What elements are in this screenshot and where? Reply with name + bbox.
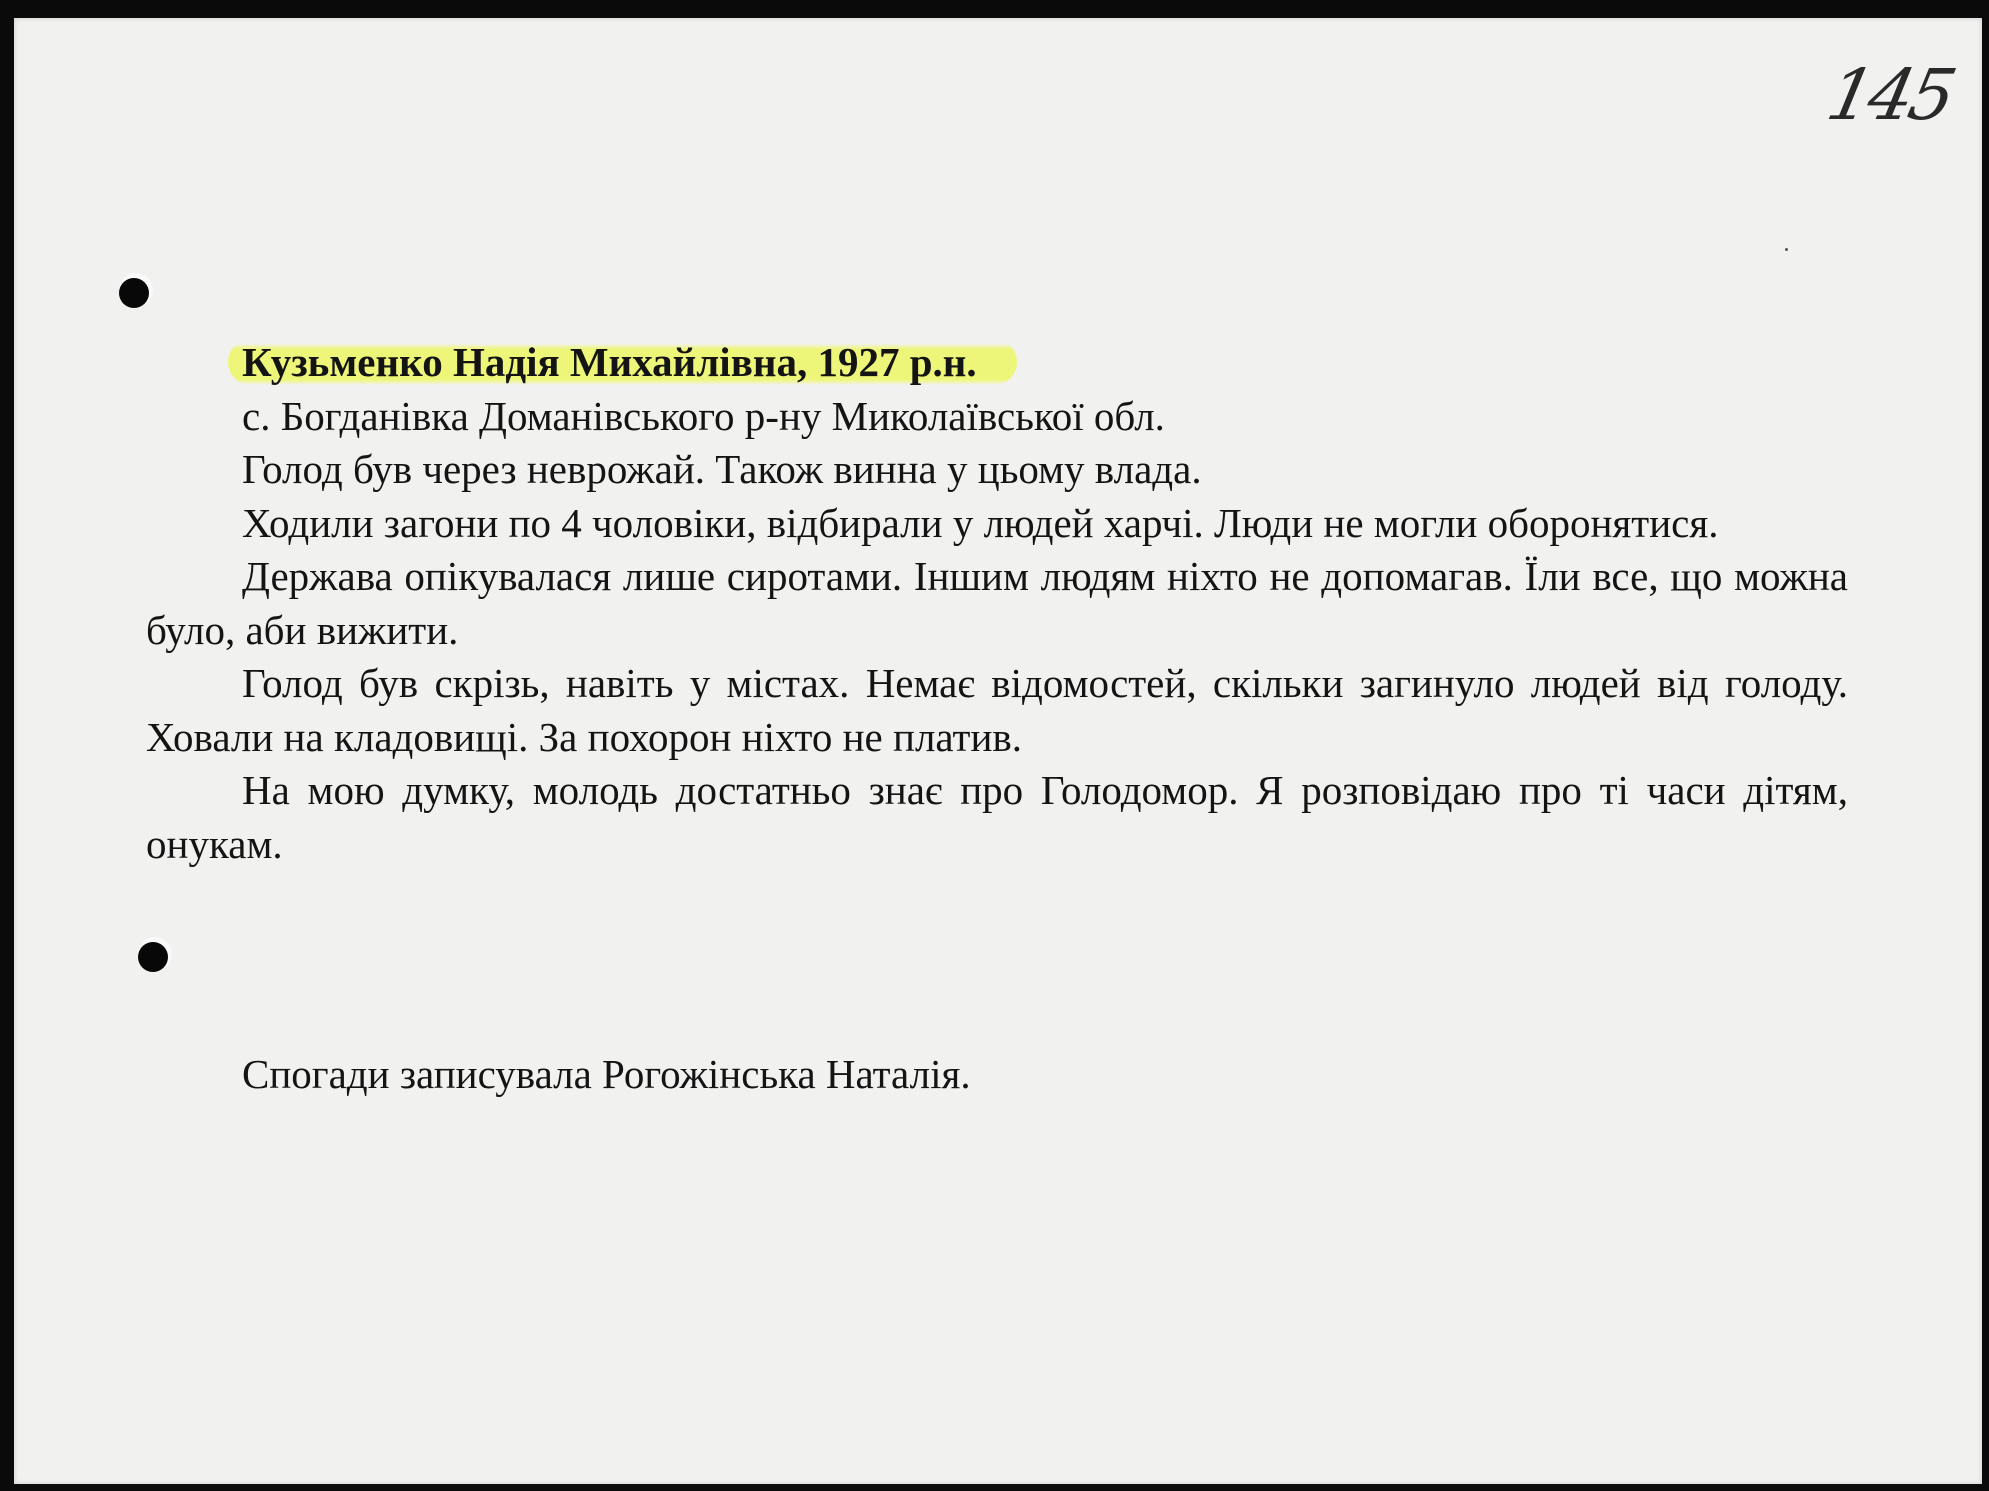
punch-hole-bottom [138, 942, 168, 972]
paper-speck [1785, 248, 1788, 251]
document-page [14, 18, 1982, 1484]
paragraph-1: Голод був через неврожай. Також винна у цьому влада. [242, 446, 1202, 492]
document-heading [146, 336, 1848, 390]
paragraph-3: Держава опікувалася лише сиротами. Іншим людям ніхто не допомагав. Їли все, що можна було, аби вижити. [146, 553, 1848, 653]
handwritten-page-number: 145 [1820, 54, 1960, 136]
document-body [146, 336, 1848, 871]
paragraph-5: На мою думку, молодь достатньо знає про Голодомор. Я розповідаю про ті часи дітям, онукам. [146, 767, 1848, 867]
paragraph-4: Голод був скрізь, навіть у містах. Немає відомостей, скільки загинуло людей від голоду. Ховали на кладовищі. За похорон ніхто не платив. [146, 660, 1848, 760]
punch-hole-top [119, 278, 149, 308]
paragraph-2: Ходили загони по 4 чоловіки, відбирали у людей харчі. Люди не могли оборонятися. [242, 499, 1719, 546]
recorder-signature-line: Спогади записувала Рогожінська Наталія. [242, 1051, 971, 1097]
heading-highlight: Кузьменко Надія Михайлівна, 1927 р.н. [228, 339, 1017, 385]
location-line: с. Богданівка Доманівського р-ну Миколаївської обл. [242, 392, 1165, 439]
